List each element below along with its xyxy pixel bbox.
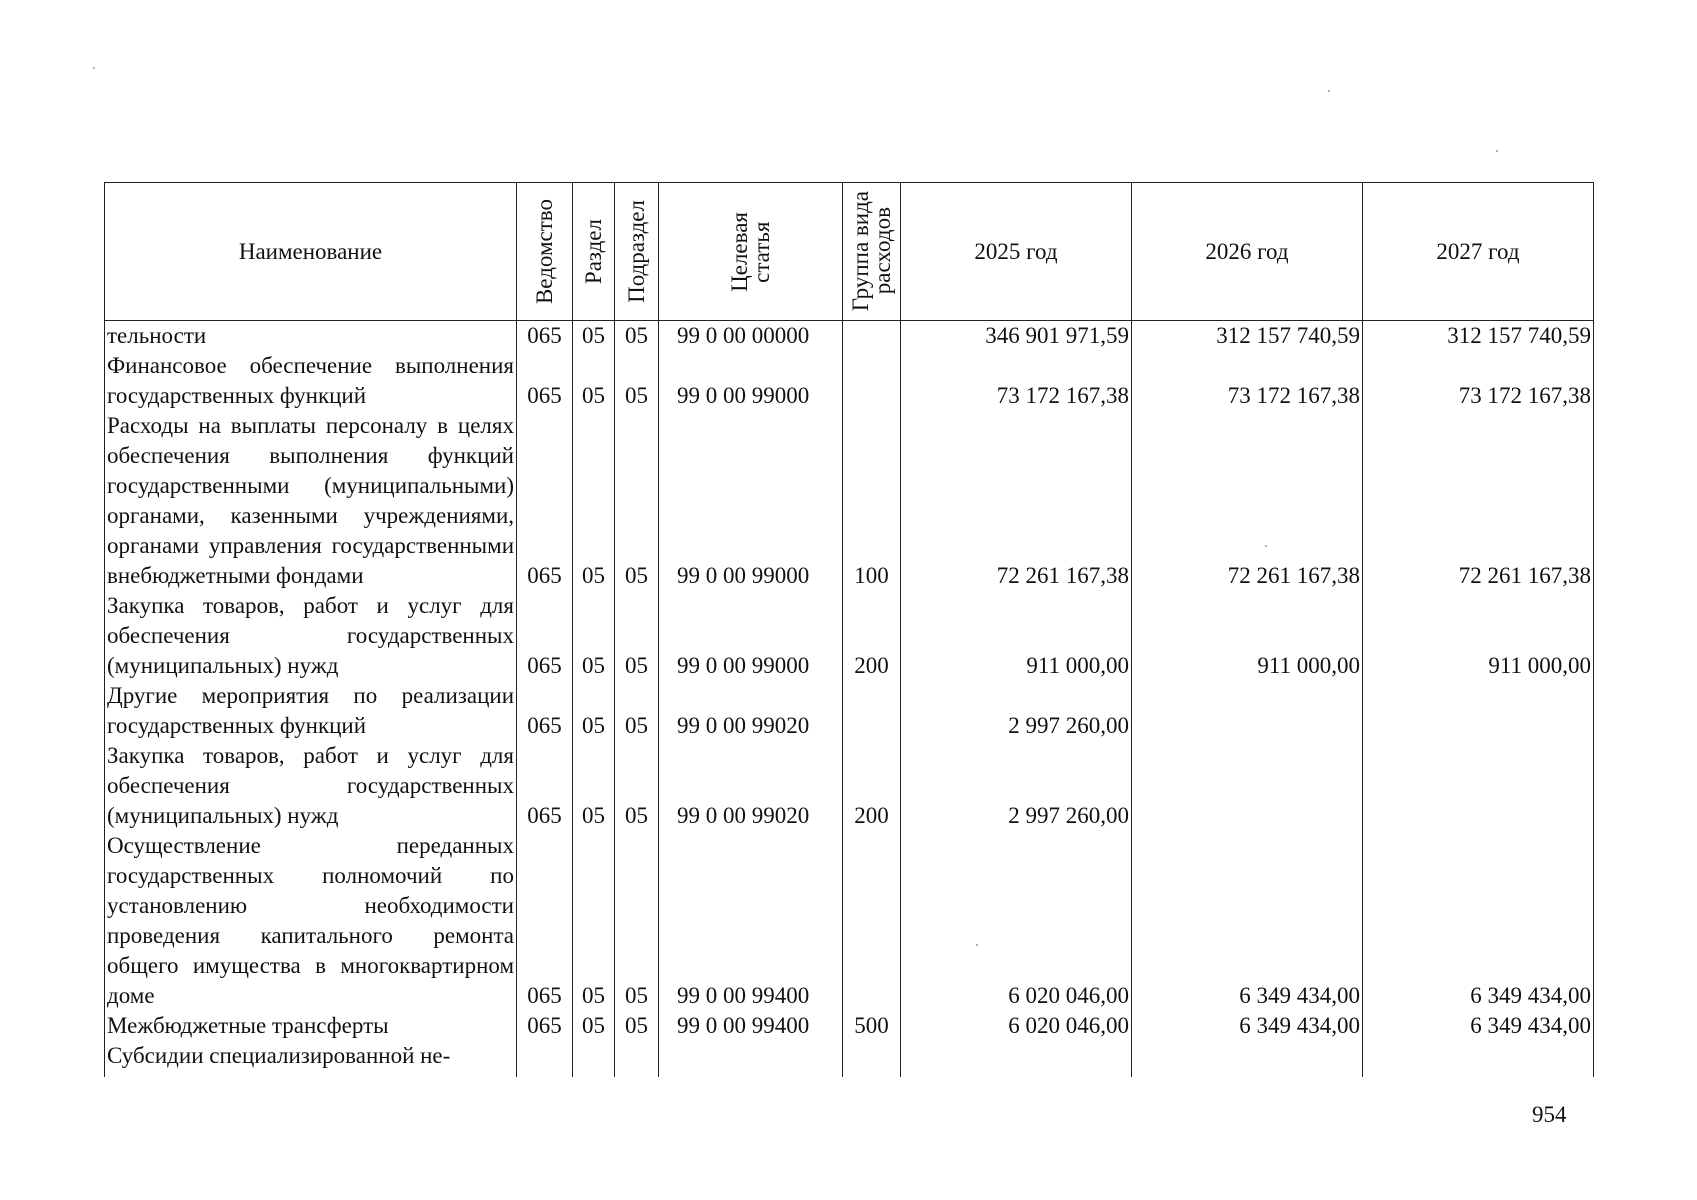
- header-gv-line1: Группа вида: [847, 191, 873, 312]
- header-2025: [901, 183, 1132, 321]
- row-podrazdel: 05: [615, 321, 659, 352]
- row-amount-2026: 72 261 167,38: [1132, 411, 1363, 591]
- row-celevaya-statya: 99 0 00 99020: [659, 681, 843, 741]
- header-celevaya-statya-label: [726, 211, 774, 292]
- row-amount-2026: 6 349 434,00: [1132, 831, 1363, 1011]
- row-amount-2026: [1132, 681, 1363, 741]
- row-amount-2026: 6 349 434,00: [1132, 1011, 1363, 1041]
- row-vedomstvo: [517, 1041, 573, 1077]
- scan-speck: [1265, 545, 1267, 547]
- header-cs-line1: Целевая: [726, 211, 752, 292]
- header-razdel: [573, 183, 615, 321]
- row-podrazdel: 05: [615, 351, 659, 411]
- row-razdel: 05: [573, 321, 615, 352]
- row-gruppa-vida: [843, 321, 901, 352]
- page-number: 954: [1532, 1102, 1567, 1127]
- row-vedomstvo: 065: [517, 591, 573, 681]
- row-amount-2027: 6 349 434,00: [1363, 831, 1594, 1011]
- row-gruppa-vida: 200: [843, 591, 901, 681]
- row-vedomstvo: 065: [517, 411, 573, 591]
- row-razdel: 05: [573, 591, 615, 681]
- row-gruppa-vida: 100: [843, 411, 901, 591]
- row-amount-2025: 72 261 167,38: [901, 411, 1132, 591]
- row-gruppa-vida: [843, 681, 901, 741]
- row-name: Финансовое обеспечение выполнения государственных функций: [105, 351, 517, 411]
- row-razdel: 05: [573, 1011, 615, 1041]
- header-podrazdel-label: Подраздел: [623, 200, 649, 303]
- row-gruppa-vida: [843, 351, 901, 411]
- header-podrazdel: [615, 183, 659, 321]
- row-celevaya-statya: 99 0 00 00000: [659, 321, 843, 352]
- scan-speck: [1496, 150, 1498, 152]
- header-2027: [1363, 183, 1594, 321]
- row-amount-2027: 72 261 167,38: [1363, 411, 1594, 591]
- row-amount-2027: [1363, 681, 1594, 741]
- row-podrazdel: 05: [615, 831, 659, 1011]
- row-podrazdel: 05: [615, 1011, 659, 1041]
- row-celevaya-statya: 99 0 00 99000: [659, 591, 843, 681]
- row-name: Другие мероприятия по реализации государственных функций: [105, 681, 517, 741]
- row-celevaya-statya: 99 0 00 99400: [659, 831, 843, 1011]
- scan-speck: [1328, 90, 1330, 92]
- row-gruppa-vida: [843, 1041, 901, 1077]
- row-gruppa-vida: 500: [843, 1011, 901, 1041]
- row-vedomstvo: 065: [517, 321, 573, 352]
- row-amount-2027: 73 172 167,38: [1363, 351, 1594, 411]
- scan-speck: [976, 944, 978, 946]
- scan-speck: [93, 67, 95, 69]
- row-amount-2027: 312 157 740,59: [1363, 321, 1594, 352]
- table-row: [105, 681, 1594, 741]
- header-gruppa-vida: [843, 183, 901, 321]
- row-celevaya-statya: 99 0 00 99400: [659, 1011, 843, 1041]
- row-name: тельности: [105, 321, 517, 352]
- table-row: [105, 831, 1594, 1011]
- row-razdel: [573, 1041, 615, 1077]
- row-amount-2025: 346 901 971,59: [901, 321, 1132, 352]
- row-name: Закупка товаров, работ и услуг для обеспечения государственных (муниципальных) нужд: [105, 741, 517, 831]
- row-podrazdel: 05: [615, 411, 659, 591]
- row-celevaya-statya: [659, 1041, 843, 1077]
- table-row: [105, 351, 1594, 411]
- row-amount-2025: [901, 1041, 1132, 1077]
- header-2027-label: 2027 год: [1436, 238, 1520, 264]
- row-vedomstvo: 065: [517, 681, 573, 741]
- header-razdel-label: Раздел: [580, 218, 606, 285]
- row-podrazdel: [615, 1041, 659, 1077]
- header-cs-line2: статья: [748, 220, 774, 283]
- row-razdel: 05: [573, 351, 615, 411]
- row-amount-2027: [1363, 1041, 1594, 1077]
- table-row: [105, 321, 1594, 352]
- row-amount-2025: 2 997 260,00: [901, 741, 1132, 831]
- row-razdel: 05: [573, 681, 615, 741]
- row-name: Расходы на выплаты персоналу в целях обеспечения выполнения функций государственными (муниципальными) органами, казенными учреждениями, органами управления государственными внебюджетными фондами: [105, 411, 517, 591]
- header-gruppa-vida-label: [847, 191, 895, 312]
- row-amount-2027: [1363, 741, 1594, 831]
- row-amount-2025: 6 020 046,00: [901, 1011, 1132, 1041]
- row-vedomstvo: 065: [517, 351, 573, 411]
- header-vedomstvo-label: Ведомство: [531, 198, 557, 305]
- row-razdel: 05: [573, 411, 615, 591]
- row-vedomstvo: 065: [517, 831, 573, 1011]
- row-amount-2025: 6 020 046,00: [901, 831, 1132, 1011]
- row-gruppa-vida: [843, 831, 901, 1011]
- table-row: [105, 741, 1594, 831]
- header-vedomstvo: [517, 183, 573, 321]
- table-row: [105, 591, 1594, 681]
- table-row: [105, 1011, 1594, 1041]
- row-vedomstvo: 065: [517, 1011, 573, 1041]
- row-amount-2025: 2 997 260,00: [901, 681, 1132, 741]
- row-name: Осуществление переданных государственных полномочий по установлению необходимости проведения капитального ремонта общего имущества в многоквартирном доме: [105, 831, 517, 1011]
- budget-table: [104, 182, 1594, 1077]
- row-amount-2025: 911 000,00: [901, 591, 1132, 681]
- row-amount-2026: [1132, 741, 1363, 831]
- row-amount-2026: 73 172 167,38: [1132, 351, 1363, 411]
- header-2026: [1132, 183, 1363, 321]
- header-row: [105, 183, 1594, 321]
- row-celevaya-statya: 99 0 00 99000: [659, 411, 843, 591]
- row-amount-2027: 6 349 434,00: [1363, 1011, 1594, 1041]
- row-podrazdel: 05: [615, 681, 659, 741]
- row-amount-2026: [1132, 1041, 1363, 1077]
- header-2025-label: 2025 год: [974, 238, 1058, 264]
- row-amount-2027: 911 000,00: [1363, 591, 1594, 681]
- row-razdel: 05: [573, 741, 615, 831]
- row-amount-2026: 911 000,00: [1132, 591, 1363, 681]
- row-gruppa-vida: 200: [843, 741, 901, 831]
- row-name: Межбюджетные трансферты: [105, 1011, 517, 1041]
- row-name: Субсидии специализированной не-: [105, 1041, 517, 1077]
- table-row: [105, 1041, 1594, 1077]
- row-vedomstvo: 065: [517, 741, 573, 831]
- header-name: [105, 183, 517, 321]
- row-celevaya-statya: 99 0 00 99000: [659, 351, 843, 411]
- header-2026-label: 2026 год: [1205, 238, 1289, 264]
- row-podrazdel: 05: [615, 741, 659, 831]
- row-celevaya-statya: 99 0 00 99020: [659, 741, 843, 831]
- row-razdel: 05: [573, 831, 615, 1011]
- row-amount-2025: 73 172 167,38: [901, 351, 1132, 411]
- budget-sheet: [104, 182, 1594, 1077]
- header-gv-line2: расходов: [869, 207, 895, 296]
- row-amount-2026: 312 157 740,59: [1132, 321, 1363, 352]
- header-name-label: Наименование: [238, 238, 383, 264]
- row-podrazdel: 05: [615, 591, 659, 681]
- table-row: [105, 411, 1594, 591]
- row-name: Закупка товаров, работ и услуг для обеспечения государственных (муниципальных) нужд: [105, 591, 517, 681]
- header-celevaya-statya: [659, 183, 843, 321]
